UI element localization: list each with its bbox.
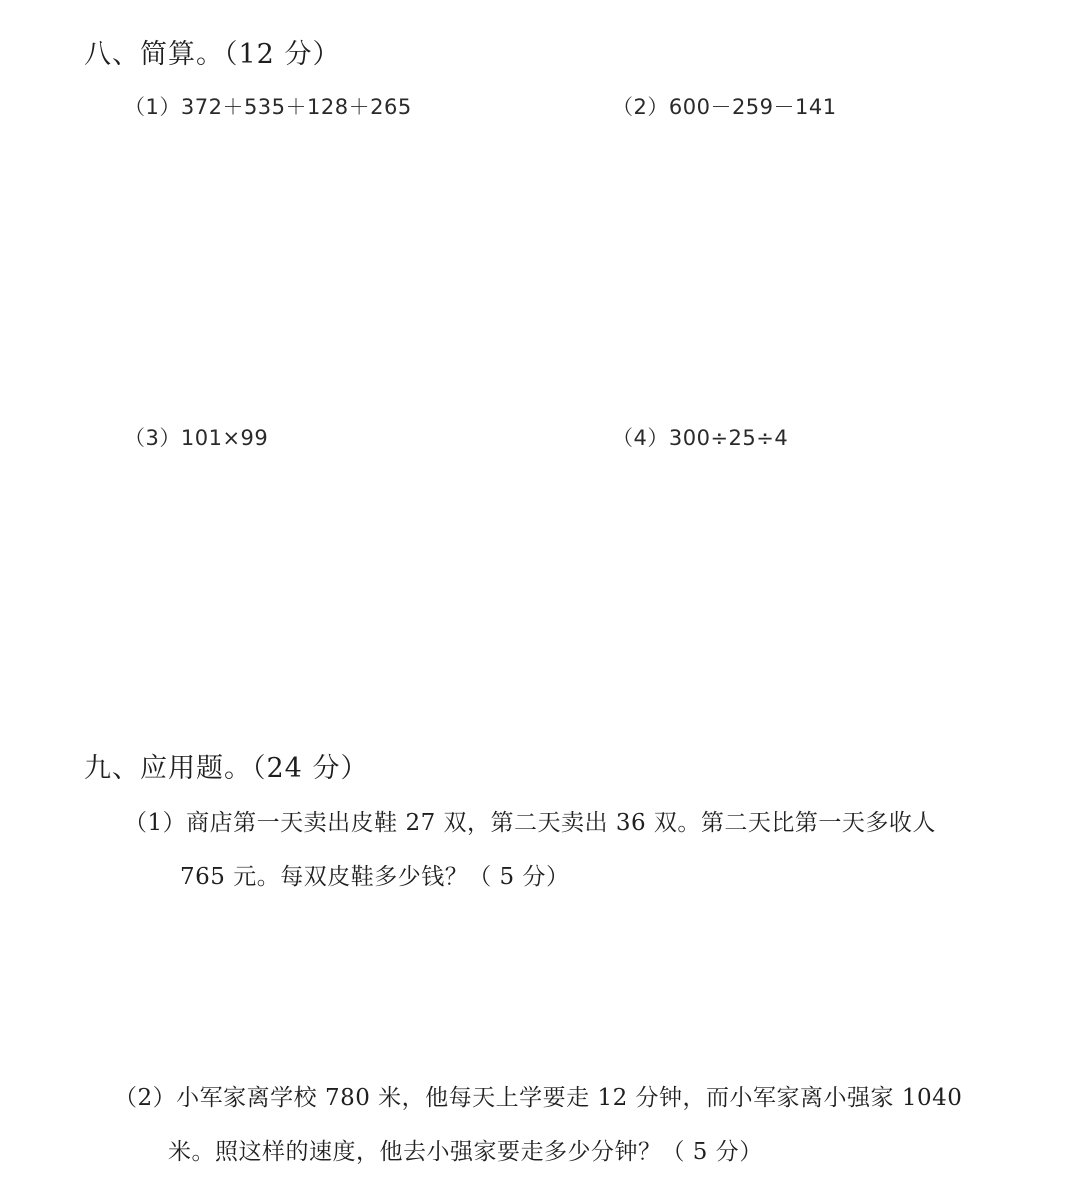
- problem-2-line-1: （2）小军家离学校 780 米，他每天上学要走 12 分钟，而小军家离小强家 1040: [114, 1085, 963, 1111]
- section-9-heading: 九、应用题。（24 分）: [84, 753, 369, 784]
- calc-item-3: （3）101×99: [124, 426, 269, 450]
- section-8-heading: 八、简算。（12 分）: [84, 39, 341, 70]
- calc-item-2: （2）600－259－141: [612, 95, 837, 119]
- calc-item-4: （4）300÷25÷4: [612, 426, 789, 450]
- problem-1-line-2: 765 元。每双皮鞋多少钱？（ 5 分）: [180, 864, 570, 890]
- problem-2-line-2: 米。照这样的速度，他去小强家要走多少分钟？（ 5 分）: [168, 1139, 763, 1165]
- calc-item-1: （1）372＋535＋128＋265: [124, 95, 412, 119]
- problem-1-line-1: （1）商店第一天卖出皮鞋 27 双，第二天卖出 36 双。第二天比第一天多收人: [124, 810, 936, 836]
